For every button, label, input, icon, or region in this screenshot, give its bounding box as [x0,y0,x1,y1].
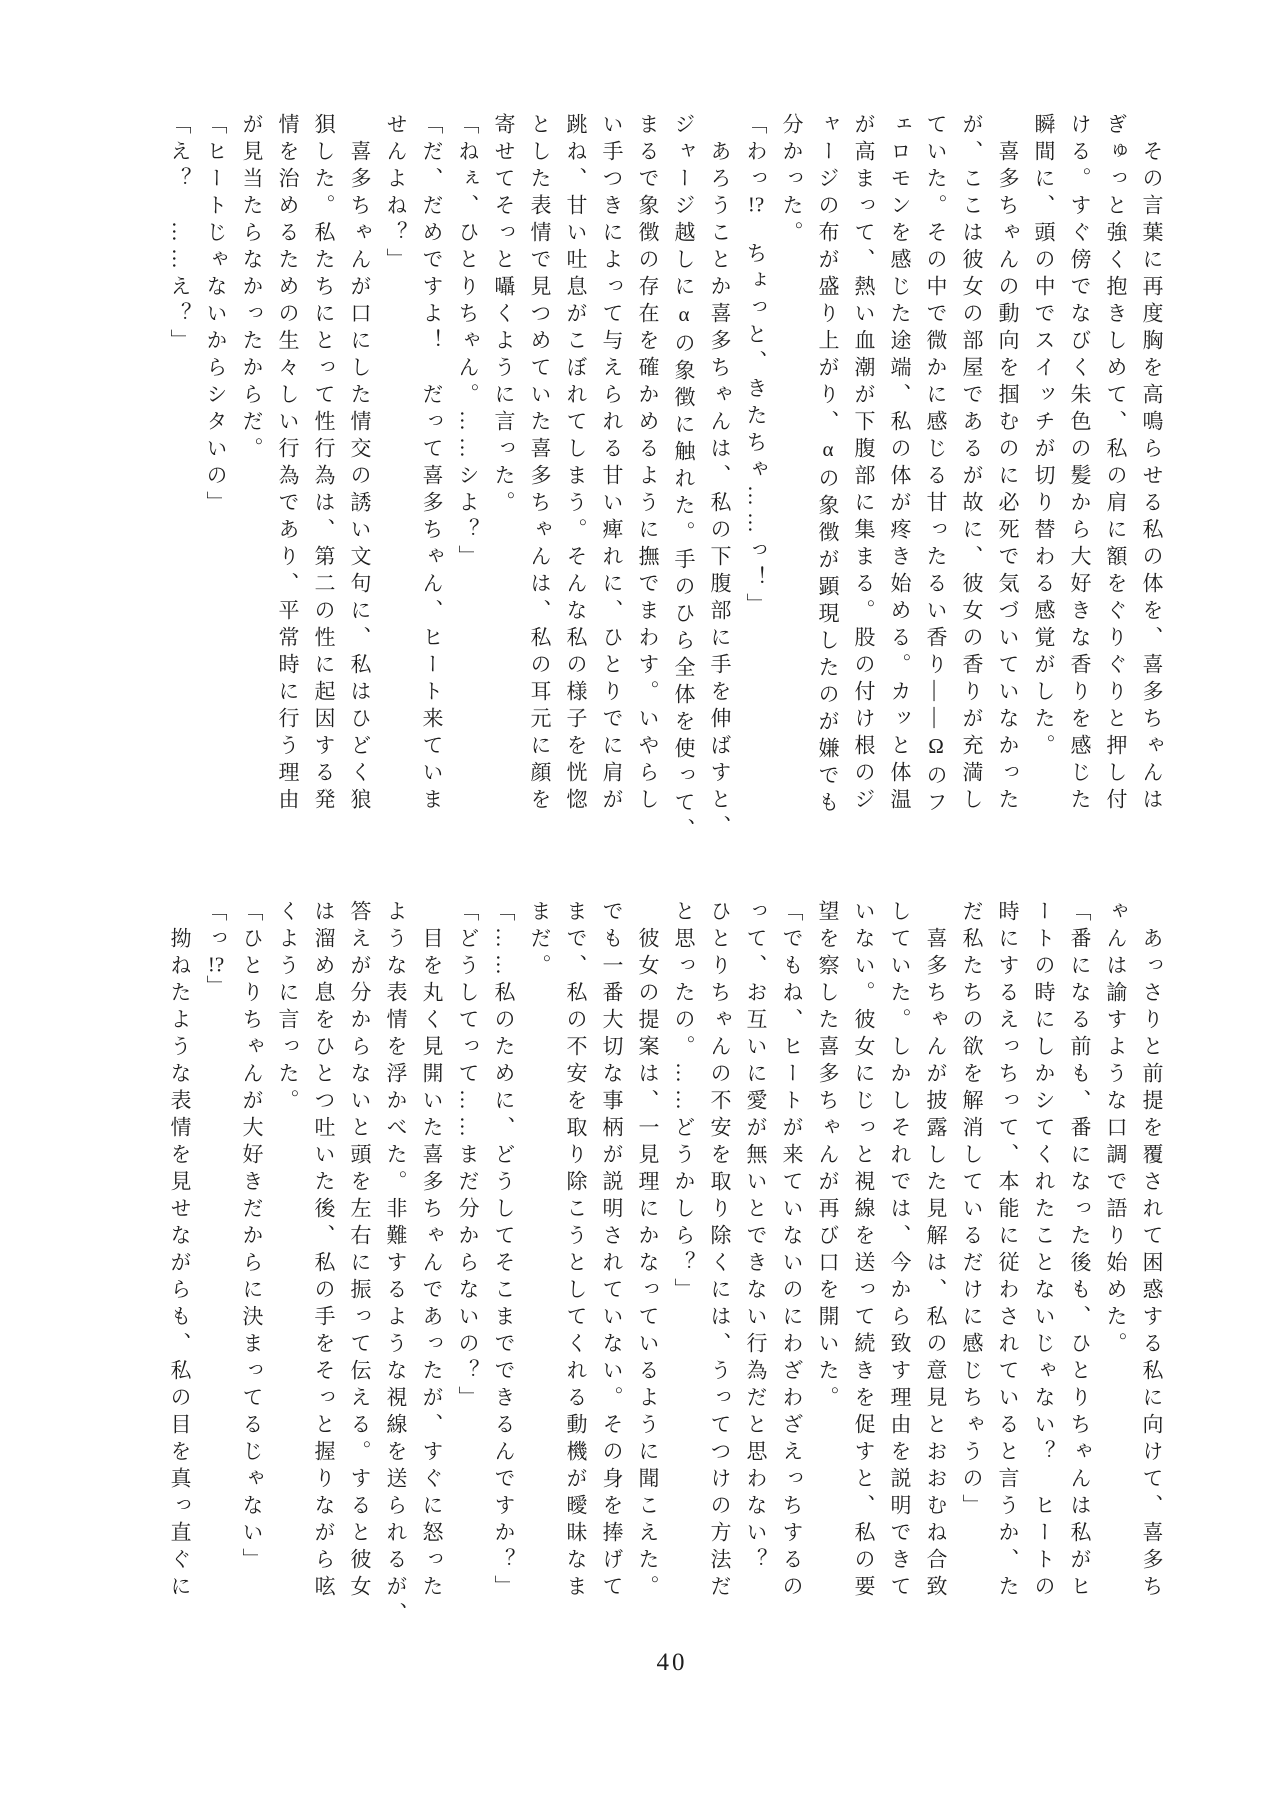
text-line: が高まって、熱い血潮が下腹部に集まる。股の付け根のジ [852,113,876,815]
text-line: 「ねぇ、ひとりちゃん。……シよ？」 [456,113,480,572]
page-number: 40 [656,1649,688,1676]
text-line: せんよね？」 [384,113,408,275]
text-line: 拗ねたような表情を見せながらも、私の目を真っ直ぐに [168,900,192,1602]
text-line: が、ここは彼女の部屋であるが故に、彼女の香りが充満し [960,113,984,815]
text-line: 彼女の提案は、一見理にかなっているように聞こえた。 [636,900,660,1602]
text-line: いない。彼女にじっと視線を送って続きを促すと、私の要 [852,900,876,1602]
text-line: 「番になる前も、番になった後も、ひとりちゃんは私がヒ [1068,900,1092,1602]
text-line: ャージの布が盛り上がり、αの象徴が顕現したのが嫌でも [816,113,840,818]
text-line: 「え？ ……え？」 [168,113,192,356]
text-line: していた。しかしそれでは、今から致す理由を説明できて [888,900,912,1602]
text-line: 喜多ちゃんが口にした情交の誘い文句に、私はひどく狼 [348,113,372,815]
text-line: 狽した。私たちにとって性行為は、第二の性に起因する発 [312,113,336,815]
greek-letter-glyph: α [672,302,696,332]
text-line: 「っ!?」 [204,900,228,1002]
text-line: ゃんは諭すような口調で語り始めた。 [1104,900,1128,1359]
text-line: ていた。その中で微かに感じる甘ったるい香り――Ωのフ [924,113,948,818]
text-line: 時にするえっちって、本能に従わされていると言うか、た [996,900,1020,1602]
text-line: まだ。 [528,900,552,981]
interrobang-glyph: !? [207,954,225,975]
text-line: ジャージ越しにαの象徴に触れた。手のひら全体を使って、 [672,113,696,845]
greek-letter-glyph: Ω [924,734,948,764]
text-line: 分かった。 [780,113,804,248]
interrobang-glyph: !? [747,194,765,215]
text-line: 寄せてそっと囁くように言った。 [492,113,516,518]
text-line: ひとりちゃんの不安を取り除くには、うってつけの方法だ [708,900,732,1602]
greek-letter-glyph: α [816,437,840,467]
text-line: あろうことか喜多ちゃんは、私の下腹部に手を伸ばすと、 [708,113,732,842]
text-line: 喜多ちゃんが披露した見解は、私の意見とおおむね合致 [924,900,948,1602]
text-line: 「ひとりちゃんが大好きだからに決まってるじゃない」 [240,900,264,1575]
vertical-text-block-bottom [162,900,1170,1645]
text-line: い手つきによって与えられる甘い痺れに、ひとりでに肩が [600,113,624,815]
text-line: 瞬間に、頭の中でスイッチが切り替わる感覚がした。 [1032,113,1056,761]
vertical-text-block-top [162,113,1170,858]
text-line: ける。すぐ傍でなびく朱色の髪から大好きな香りを感じた [1068,113,1092,815]
text-line: ートの時にしかシてくれたことないじゃない？ ヒートの [1032,900,1056,1602]
text-line: が見当たらなかったからだ。 [240,113,264,464]
text-line: とした表情で見つめていた喜多ちゃんは、私の耳元に顔を [528,113,552,815]
text-line: って、お互いに愛が無いとできない行為だと思わない？ [744,900,768,1575]
text-line: 目を丸く見開いた喜多ちゃんであったが、すぐに怒った [420,900,444,1602]
text-line: その言葉に再度胸を高鳴らせる私の体を、喜多ちゃんは [1140,113,1164,815]
text-line: 喜多ちゃんの動向を掴むのに必死で気づいていなかった [996,113,1020,815]
text-line: 「どうしてって……まだ分からないの？」 [456,900,480,1413]
text-line: 「ヒートじゃないからシタいの」 [204,113,228,518]
text-line: でも一番大切な事柄が説明されていない。その身を捧げて [600,900,624,1602]
text-line: ェロモンを感じた途端、私の体が疼き始める。カッと体温 [888,113,912,815]
text-line: 「……私のために、どうしてそこまでできるんですか？」 [492,900,516,1602]
text-line: は溜め息をひとつ吐いた後、私の手をそっと握りながら呟 [312,900,336,1602]
text-line: 「でもね、ヒートが来ていないのにわざわざえっちするの [780,900,804,1602]
text-line: まで、私の不安を取り除こうとしてくれる動機が曖昧なま [564,900,588,1602]
text-line: 答えが分からないと頭を左右に振って伝える。すると彼女 [348,900,372,1602]
text-line: まるで象徴の存在を確かめるように撫でまわす。いやらし [636,113,660,815]
text-line: ぎゅっと強く抱きしめて、私の肩に額をぐりぐりと押し付 [1104,113,1128,815]
text-line: 望を察した喜多ちゃんが再び口を開いた。 [816,900,840,1413]
text-line: 「わっ!? ちょっと、きたちゃ……っ！」 [744,113,768,620]
text-line: 跳ね、甘い吐息がこぼれてしまう。そんな私の様子を恍惚 [564,113,588,815]
text-line: と思ったの。……どうかしら？」 [672,900,696,1305]
text-line: だ私たちの欲を解消しているだけに感じちゃうの」 [960,900,984,1521]
text-line: 情を治めるための生々しい行為であり、平常時に行う理由 [276,113,300,815]
text-line: ような表情を浮かべた。非難するような視線を送られるが、 [384,900,408,1629]
text-line: 「だ、だめですよ！ だって喜多ちゃん、ヒート来ていま [420,113,444,815]
text-line: くように言った。 [276,900,300,1116]
text-line: あっさりと前提を覆されて困惑する私に向けて、喜多ち [1140,900,1164,1602]
